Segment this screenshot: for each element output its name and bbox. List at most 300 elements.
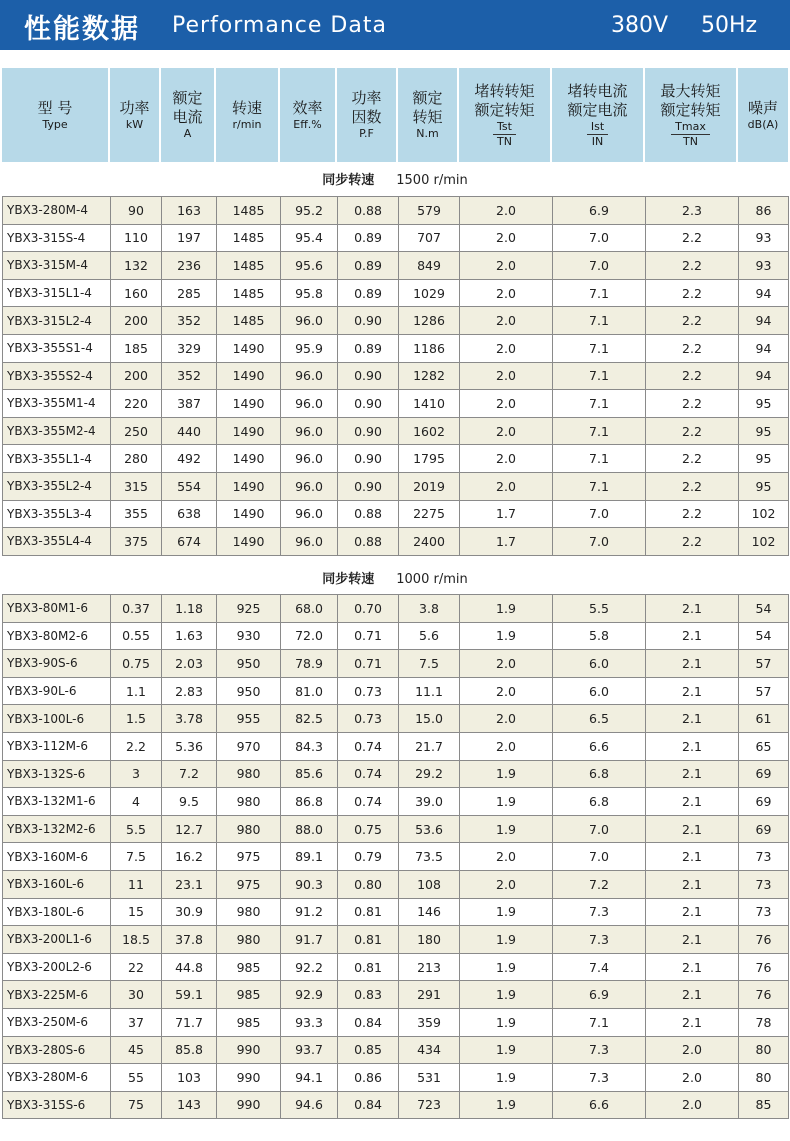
cell-ist-ratio: 7.1 — [553, 307, 646, 335]
cell-tst-ratio: 1.9 — [460, 622, 553, 650]
cell-speed: 980 — [217, 760, 281, 788]
cell-current: 2.03 — [162, 650, 217, 678]
table-row — [3, 362, 789, 390]
cell-power-factor: 0.89 — [338, 334, 399, 362]
cell-current: 197 — [162, 224, 217, 252]
cell-ist-ratio: 6.5 — [553, 705, 646, 733]
cell-tmax-ratio: 2.2 — [646, 362, 739, 390]
cell-speed: 955 — [217, 705, 281, 733]
cell-current: 143 — [162, 1091, 217, 1119]
cell-type: YBX3-200L2-6 — [3, 953, 111, 981]
table-1000rpm — [2, 594, 789, 1119]
cell-ist-ratio: 6.6 — [553, 1091, 646, 1119]
cell-efficiency: 68.0 — [281, 595, 338, 623]
cell-rated-torque: 1029 — [399, 279, 460, 307]
cell-tmax-ratio: 2.1 — [646, 898, 739, 926]
cell-speed: 980 — [217, 926, 281, 954]
cell-power: 15 — [111, 898, 162, 926]
cell-efficiency: 96.0 — [281, 362, 338, 390]
table-row — [3, 1008, 789, 1036]
cell-power-factor: 0.81 — [338, 926, 399, 954]
cell-ist-ratio: 7.4 — [553, 953, 646, 981]
cell-type: YBX3-355M1-4 — [3, 390, 111, 418]
cell-type: YBX3-355L2-4 — [3, 472, 111, 500]
cell-tst-ratio: 1.9 — [460, 1008, 553, 1036]
cell-noise: 73 — [739, 843, 789, 871]
header-rated-torque: 额定 转矩 N.m — [398, 68, 459, 162]
cell-efficiency: 91.2 — [281, 898, 338, 926]
cell-current: 37.8 — [162, 926, 217, 954]
cell-efficiency: 94.6 — [281, 1091, 338, 1119]
cell-power-factor: 0.71 — [338, 622, 399, 650]
cell-rated-torque: 723 — [399, 1091, 460, 1119]
cell-current: 5.36 — [162, 732, 217, 760]
cell-rated-torque: 29.2 — [399, 760, 460, 788]
cell-power: 75 — [111, 1091, 162, 1119]
cell-ist-ratio: 7.3 — [553, 1036, 646, 1064]
cell-ist-ratio: 5.8 — [553, 622, 646, 650]
cell-rated-torque: 7.5 — [399, 650, 460, 678]
cell-tmax-ratio: 2.2 — [646, 252, 739, 280]
cell-tmax-ratio: 2.1 — [646, 953, 739, 981]
cell-efficiency: 95.2 — [281, 197, 338, 225]
title-en: Performance Data — [172, 13, 387, 38]
cell-tmax-ratio: 2.2 — [646, 472, 739, 500]
cell-power: 22 — [111, 953, 162, 981]
cell-current: 103 — [162, 1064, 217, 1092]
cell-noise: 95 — [739, 472, 789, 500]
cell-current: 492 — [162, 445, 217, 473]
cell-speed: 1490 — [217, 500, 281, 528]
cell-ist-ratio: 7.0 — [553, 815, 646, 843]
cell-tst-ratio: 2.0 — [460, 677, 553, 705]
cell-power: 185 — [111, 334, 162, 362]
cell-power: 132 — [111, 252, 162, 280]
cell-tst-ratio: 2.0 — [460, 224, 553, 252]
cell-type: YBX3-315L2-4 — [3, 307, 111, 335]
cell-noise: 102 — [739, 528, 789, 556]
cell-efficiency: 96.0 — [281, 472, 338, 500]
cell-type: YBX3-90L-6 — [3, 677, 111, 705]
cell-tst-ratio: 1.9 — [460, 760, 553, 788]
cell-speed: 1490 — [217, 362, 281, 390]
table-row — [3, 677, 789, 705]
cell-power: 200 — [111, 307, 162, 335]
cell-type: YBX3-355M2-4 — [3, 417, 111, 445]
table-row — [3, 197, 789, 225]
cell-power-factor: 0.74 — [338, 732, 399, 760]
cell-tst-ratio: 1.9 — [460, 815, 553, 843]
cell-power-factor: 0.90 — [338, 472, 399, 500]
cell-tst-ratio: 2.0 — [460, 705, 553, 733]
cell-ist-ratio: 7.0 — [553, 843, 646, 871]
cell-rated-torque: 146 — [399, 898, 460, 926]
cell-power-factor: 0.88 — [338, 197, 399, 225]
table-row — [3, 981, 789, 1009]
cell-noise: 80 — [739, 1036, 789, 1064]
cell-rated-torque: 213 — [399, 953, 460, 981]
table-row — [3, 445, 789, 473]
cell-current: 352 — [162, 307, 217, 335]
cell-power: 1.1 — [111, 677, 162, 705]
voltage-label: 380V — [611, 13, 669, 38]
cell-tst-ratio: 1.9 — [460, 926, 553, 954]
cell-current: 2.83 — [162, 677, 217, 705]
cell-rated-torque: 11.1 — [399, 677, 460, 705]
cell-speed: 1490 — [217, 334, 281, 362]
cell-ist-ratio: 7.3 — [553, 1064, 646, 1092]
cell-power-factor: 0.90 — [338, 417, 399, 445]
cell-noise: 93 — [739, 252, 789, 280]
cell-power-factor: 0.89 — [338, 279, 399, 307]
cell-ist-ratio: 6.8 — [553, 760, 646, 788]
cell-efficiency: 88.0 — [281, 815, 338, 843]
cell-power: 160 — [111, 279, 162, 307]
cell-efficiency: 94.1 — [281, 1064, 338, 1092]
cell-speed: 990 — [217, 1091, 281, 1119]
cell-noise: 69 — [739, 788, 789, 816]
cell-ist-ratio: 7.1 — [553, 390, 646, 418]
cell-tmax-ratio: 2.1 — [646, 870, 739, 898]
cell-current: 352 — [162, 362, 217, 390]
cell-speed: 985 — [217, 981, 281, 1009]
cell-speed: 930 — [217, 622, 281, 650]
cell-tst-ratio: 2.0 — [460, 650, 553, 678]
cell-efficiency: 96.0 — [281, 307, 338, 335]
cell-power-factor: 0.73 — [338, 677, 399, 705]
cell-power: 0.75 — [111, 650, 162, 678]
cell-rated-torque: 2400 — [399, 528, 460, 556]
cell-tmax-ratio: 2.1 — [646, 1008, 739, 1036]
cell-ist-ratio: 6.0 — [553, 677, 646, 705]
cell-power: 37 — [111, 1008, 162, 1036]
cell-rated-torque: 53.6 — [399, 815, 460, 843]
cell-noise: 95 — [739, 390, 789, 418]
cell-efficiency: 96.0 — [281, 390, 338, 418]
cell-ist-ratio: 7.2 — [553, 870, 646, 898]
cell-tmax-ratio: 2.3 — [646, 197, 739, 225]
cell-speed: 1485 — [217, 224, 281, 252]
cell-noise: 94 — [739, 362, 789, 390]
cell-speed: 985 — [217, 953, 281, 981]
table-row — [3, 732, 789, 760]
cell-power: 280 — [111, 445, 162, 473]
cell-power: 3 — [111, 760, 162, 788]
cell-type: YBX3-80M1-6 — [3, 595, 111, 623]
cell-current: 387 — [162, 390, 217, 418]
table-row — [3, 870, 789, 898]
cell-tst-ratio: 2.0 — [460, 307, 553, 335]
cell-speed: 1485 — [217, 279, 281, 307]
cell-efficiency: 96.0 — [281, 500, 338, 528]
cell-efficiency: 92.9 — [281, 981, 338, 1009]
cell-noise: 73 — [739, 898, 789, 926]
table-row — [3, 224, 789, 252]
header-tmax-ratio: 最大转矩 额定转矩 Tmax TN — [645, 68, 738, 162]
table-row — [3, 843, 789, 871]
cell-tst-ratio: 2.0 — [460, 390, 553, 418]
cell-power: 5.5 — [111, 815, 162, 843]
cell-efficiency: 82.5 — [281, 705, 338, 733]
cell-power-factor: 0.81 — [338, 898, 399, 926]
cell-rated-torque: 1186 — [399, 334, 460, 362]
cell-rated-torque: 579 — [399, 197, 460, 225]
header-power-factor: 功率 因数 P.F — [337, 68, 398, 162]
cell-noise: 78 — [739, 1008, 789, 1036]
header-tst-ratio: 堵转转矩 额定转矩 Tst TN — [459, 68, 552, 162]
cell-noise: 54 — [739, 622, 789, 650]
cell-power-factor: 0.74 — [338, 760, 399, 788]
cell-power-factor: 0.89 — [338, 224, 399, 252]
cell-noise: 86 — [739, 197, 789, 225]
cell-type: YBX3-160L-6 — [3, 870, 111, 898]
cell-tst-ratio: 1.9 — [460, 1036, 553, 1064]
cell-current: 12.7 — [162, 815, 217, 843]
cell-noise: 54 — [739, 595, 789, 623]
cell-ist-ratio: 7.1 — [553, 472, 646, 500]
cell-ist-ratio: 7.0 — [553, 528, 646, 556]
cell-current: 329 — [162, 334, 217, 362]
cell-ist-ratio: 7.1 — [553, 334, 646, 362]
section-title-1000: 同步转速 1000 r/min — [322, 572, 468, 587]
cell-power: 18.5 — [111, 926, 162, 954]
cell-efficiency: 93.7 — [281, 1036, 338, 1064]
cell-current: 440 — [162, 417, 217, 445]
cell-ist-ratio: 7.1 — [553, 279, 646, 307]
table-row — [3, 650, 789, 678]
cell-tst-ratio: 1.9 — [460, 788, 553, 816]
table-row — [3, 1064, 789, 1092]
cell-tst-ratio: 2.0 — [460, 417, 553, 445]
cell-type: YBX3-315M-4 — [3, 252, 111, 280]
cell-tst-ratio: 2.0 — [460, 445, 553, 473]
cell-tmax-ratio: 2.1 — [646, 650, 739, 678]
table-row — [3, 1091, 789, 1119]
table-row — [3, 279, 789, 307]
cell-power: 2.2 — [111, 732, 162, 760]
cell-power-factor: 0.90 — [338, 307, 399, 335]
cell-type: YBX3-355L4-4 — [3, 528, 111, 556]
cell-efficiency: 91.7 — [281, 926, 338, 954]
cell-tmax-ratio: 2.1 — [646, 677, 739, 705]
cell-ist-ratio: 7.1 — [553, 1008, 646, 1036]
cell-speed: 925 — [217, 595, 281, 623]
cell-speed: 950 — [217, 677, 281, 705]
cell-tmax-ratio: 2.1 — [646, 788, 739, 816]
cell-noise: 61 — [739, 705, 789, 733]
cell-tmax-ratio: 2.2 — [646, 417, 739, 445]
cell-speed: 975 — [217, 870, 281, 898]
cell-rated-torque: 21.7 — [399, 732, 460, 760]
cell-current: 674 — [162, 528, 217, 556]
cell-tmax-ratio: 2.2 — [646, 307, 739, 335]
cell-efficiency: 78.9 — [281, 650, 338, 678]
cell-tmax-ratio: 2.2 — [646, 390, 739, 418]
cell-current: 236 — [162, 252, 217, 280]
cell-speed: 980 — [217, 788, 281, 816]
cell-type: YBX3-355S2-4 — [3, 362, 111, 390]
cell-power: 55 — [111, 1064, 162, 1092]
cell-tmax-ratio: 2.2 — [646, 528, 739, 556]
cell-speed: 1490 — [217, 445, 281, 473]
cell-rated-torque: 1795 — [399, 445, 460, 473]
cell-type: YBX3-315S-4 — [3, 224, 111, 252]
cell-rated-torque: 73.5 — [399, 843, 460, 871]
cell-noise: 93 — [739, 224, 789, 252]
cell-power-factor: 0.84 — [338, 1091, 399, 1119]
cell-rated-torque: 5.6 — [399, 622, 460, 650]
cell-tmax-ratio: 2.1 — [646, 705, 739, 733]
cell-rated-torque: 359 — [399, 1008, 460, 1036]
cell-current: 9.5 — [162, 788, 217, 816]
cell-rated-torque: 1282 — [399, 362, 460, 390]
cell-ist-ratio: 6.9 — [553, 197, 646, 225]
table-row — [3, 595, 789, 623]
cell-type: YBX3-112M-6 — [3, 732, 111, 760]
header-ist-ratio: 堵转电流 额定电流 Ist IN — [552, 68, 645, 162]
cell-speed: 985 — [217, 1008, 281, 1036]
cell-power-factor: 0.75 — [338, 815, 399, 843]
cell-ist-ratio: 6.9 — [553, 981, 646, 1009]
cell-tst-ratio: 1.9 — [460, 1064, 553, 1092]
table-row — [3, 1036, 789, 1064]
table-row — [3, 788, 789, 816]
cell-current: 3.78 — [162, 705, 217, 733]
cell-type: YBX3-355S1-4 — [3, 334, 111, 362]
cell-efficiency: 95.9 — [281, 334, 338, 362]
cell-rated-torque: 108 — [399, 870, 460, 898]
cell-ist-ratio: 7.0 — [553, 252, 646, 280]
cell-current: 23.1 — [162, 870, 217, 898]
cell-type: YBX3-132S-6 — [3, 760, 111, 788]
cell-current: 44.8 — [162, 953, 217, 981]
cell-power-factor: 0.88 — [338, 528, 399, 556]
cell-rated-torque: 1286 — [399, 307, 460, 335]
cell-noise: 69 — [739, 815, 789, 843]
table-row — [3, 472, 789, 500]
cell-efficiency: 84.3 — [281, 732, 338, 760]
cell-speed: 990 — [217, 1036, 281, 1064]
cell-tmax-ratio: 2.0 — [646, 1091, 739, 1119]
cell-power: 4 — [111, 788, 162, 816]
cell-speed: 1490 — [217, 417, 281, 445]
cell-power: 0.55 — [111, 622, 162, 650]
cell-power-factor: 0.86 — [338, 1064, 399, 1092]
cell-type: YBX3-250M-6 — [3, 1008, 111, 1036]
cell-rated-torque: 707 — [399, 224, 460, 252]
cell-power-factor: 0.88 — [338, 500, 399, 528]
cell-efficiency: 72.0 — [281, 622, 338, 650]
cell-current: 71.7 — [162, 1008, 217, 1036]
cell-tmax-ratio: 2.1 — [646, 622, 739, 650]
cell-tmax-ratio: 2.2 — [646, 500, 739, 528]
table-row — [3, 334, 789, 362]
cell-type: YBX3-80M2-6 — [3, 622, 111, 650]
title-cn: 性能数据 — [24, 14, 140, 45]
table-row — [3, 898, 789, 926]
cell-noise: 76 — [739, 953, 789, 981]
cell-ist-ratio: 7.0 — [553, 224, 646, 252]
cell-speed: 950 — [217, 650, 281, 678]
cell-rated-torque: 2019 — [399, 472, 460, 500]
cell-tst-ratio: 2.0 — [460, 870, 553, 898]
cell-efficiency: 90.3 — [281, 870, 338, 898]
table-row — [3, 390, 789, 418]
cell-tst-ratio: 2.0 — [460, 732, 553, 760]
cell-tmax-ratio: 2.1 — [646, 981, 739, 1009]
cell-speed: 980 — [217, 815, 281, 843]
cell-power: 220 — [111, 390, 162, 418]
table-row — [3, 417, 789, 445]
cell-power-factor: 0.70 — [338, 595, 399, 623]
cell-ist-ratio: 7.1 — [553, 417, 646, 445]
cell-efficiency: 96.0 — [281, 417, 338, 445]
cell-noise: 69 — [739, 760, 789, 788]
cell-noise: 95 — [739, 445, 789, 473]
table-row — [3, 926, 789, 954]
cell-tst-ratio: 1.7 — [460, 528, 553, 556]
cell-speed: 980 — [217, 898, 281, 926]
cell-power-factor: 0.71 — [338, 650, 399, 678]
header-current: 额定 电流 A — [161, 68, 216, 162]
cell-tmax-ratio: 2.2 — [646, 334, 739, 362]
cell-rated-torque: 3.8 — [399, 595, 460, 623]
cell-rated-torque: 849 — [399, 252, 460, 280]
cell-noise: 85 — [739, 1091, 789, 1119]
cell-ist-ratio: 6.6 — [553, 732, 646, 760]
cell-speed: 970 — [217, 732, 281, 760]
cell-speed: 1485 — [217, 197, 281, 225]
cell-power-factor: 0.90 — [338, 445, 399, 473]
cell-current: 7.2 — [162, 760, 217, 788]
cell-power-factor: 0.90 — [338, 362, 399, 390]
cell-efficiency: 95.6 — [281, 252, 338, 280]
cell-type: YBX3-132M2-6 — [3, 815, 111, 843]
cell-tmax-ratio: 2.1 — [646, 760, 739, 788]
cell-power: 11 — [111, 870, 162, 898]
cell-tmax-ratio: 2.2 — [646, 445, 739, 473]
cell-power: 90 — [111, 197, 162, 225]
cell-power: 315 — [111, 472, 162, 500]
cell-rated-torque: 180 — [399, 926, 460, 954]
cell-noise: 65 — [739, 732, 789, 760]
cell-tst-ratio: 2.0 — [460, 252, 553, 280]
cell-efficiency: 96.0 — [281, 528, 338, 556]
cell-tst-ratio: 1.9 — [460, 595, 553, 623]
cell-tst-ratio: 2.0 — [460, 197, 553, 225]
cell-noise: 102 — [739, 500, 789, 528]
cell-tst-ratio: 2.0 — [460, 362, 553, 390]
title-banner — [0, 0, 790, 50]
table-row — [3, 953, 789, 981]
cell-speed: 975 — [217, 843, 281, 871]
cell-rated-torque: 291 — [399, 981, 460, 1009]
cell-ist-ratio: 6.0 — [553, 650, 646, 678]
cell-power-factor: 0.81 — [338, 953, 399, 981]
cell-speed: 1485 — [217, 252, 281, 280]
cell-speed: 1490 — [217, 528, 281, 556]
cell-power-factor: 0.85 — [338, 1036, 399, 1064]
table-row — [3, 307, 789, 335]
cell-noise: 57 — [739, 677, 789, 705]
table-row — [3, 760, 789, 788]
cell-power-factor: 0.89 — [338, 252, 399, 280]
cell-rated-torque: 2275 — [399, 500, 460, 528]
cell-tmax-ratio: 2.1 — [646, 926, 739, 954]
header-type: 型 号 Type — [2, 68, 110, 162]
cell-power-factor: 0.83 — [338, 981, 399, 1009]
cell-tst-ratio: 2.0 — [460, 279, 553, 307]
